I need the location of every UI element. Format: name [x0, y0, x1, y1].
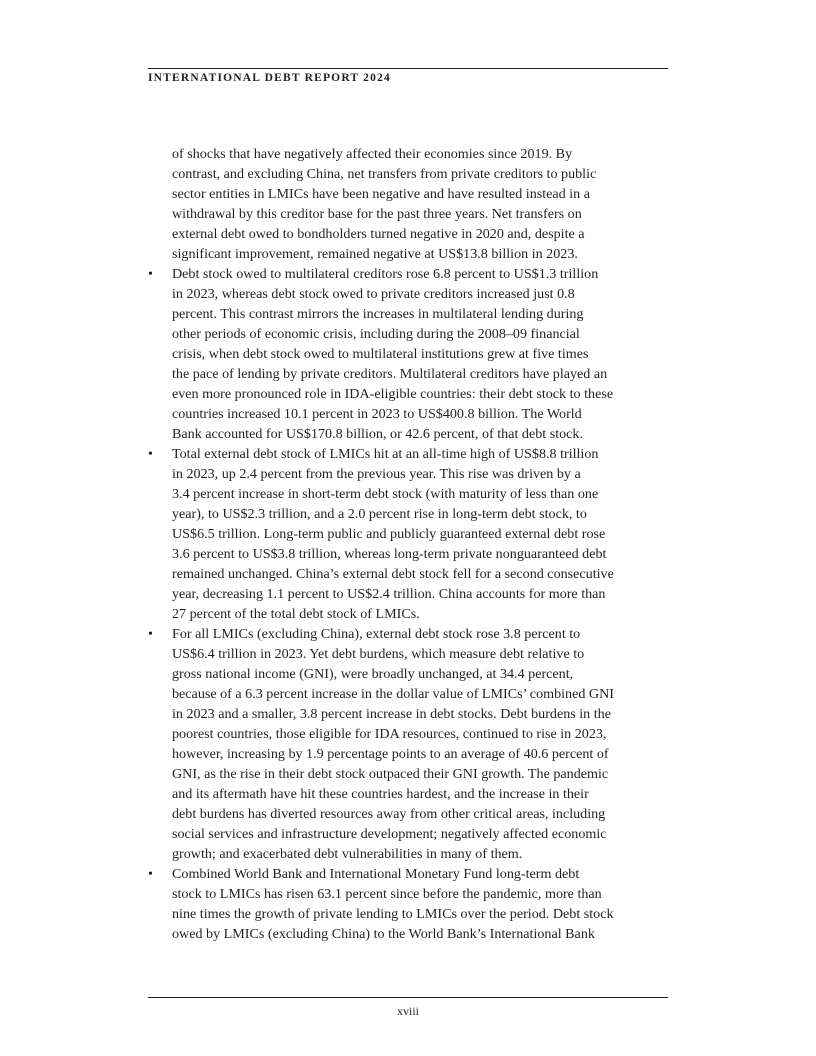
bullet-item-multilateral-creditors: [148, 264, 688, 444]
bullet-text: Debt stock owed to multilateral creditors rose 6.8 percent to US$1.3 trillion in 2023, whereas debt stock owed to private creditors increased just 0.8 percent. This contrast mirrors the increases in multilateral lending during other periods of economic crisis, including during the 2008–09 financial crisis, when debt stock owed to multilateral institutions grew at five times the pace of lending by private creditors. Multilateral creditors have played an even more pronounced role in IDA-eligible countries: their debt stock to these countries increased 10.1 percent in 2023 to US$400.8 billion. The World Bank accounted for US$170.8 billion, or 42.6 percent, of that debt stock.: [172, 266, 614, 442]
body-text: [148, 144, 688, 944]
page-number: xviii: [396, 1004, 419, 1018]
bullet-text: For all LMICs (excluding China), external debt stock rose 3.8 percent to US$6.4 trillion in 2023. Yet debt burdens, which measure debt relative to gross national income (GNI), were broadly unchanged, at 34.4 percent, because of a 6.3 percent increase in the dollar value of LMICs’ combined GNI in 2023 and a smaller, 3.8 percent increase in debt stocks. Debt burdens in the poorest countries, those eligible for IDA resources, continued to rise in 2023, however, increasing by 1.9 percentage points to an average of 40.6 percent of GNI, as the rise in their debt stock outpaced their GNI growth. The pandemic and its aftermath have hit these countries hardest, and the increase in their debt burdens has diverted resources away from other critical areas, including social services and infrastructure development; negatively affected economic growth; and exacerbated debt vulnerabilities in many of them.: [172, 626, 614, 862]
header-rule: [148, 68, 668, 69]
bullet-text: Total external debt stock of LMICs hit at an all-time high of US$8.8 trillion in 2023, up 2.4 percent from the previous year. This rise was driven by a 3.4 percent increase in short-term debt stock (with maturity of less than one year), to US$2.3 trillion, and a 2.0 percent rise in long-term debt stock, to US$6.5 trillion. Long-term public and publicly guaranteed external debt rose 3.6 percent to US$3.8 trillion, whereas long-term private nonguaranteed debt remained unchanged. China’s external debt stock fell for a second consecutive year, decreasing 1.1 percent to US$2.4 trillion. China accounts for more than 27 percent of the total debt stock of LMICs.: [172, 446, 614, 622]
continued-paragraph: of shocks that have negatively affected their economies since 2019. By contrast, and excluding China, net transfers from private creditors to public sector entities in LMICs have been negative and have resulted instead in a withdrawal by this creditor base for the past three years. Net transfers on external debt owed to bondholders turned negative in 2020 and, despite a significant improvement, remained negative at US$13.8 billion in 2023.: [172, 146, 597, 262]
running-head: INTERNATIONAL DEBT REPORT 2024: [148, 72, 391, 84]
bullet-text: Combined World Bank and International Monetary Fund long-term debt stock to LMICs has risen 63.1 percent since before the pandemic, more than nine times the growth of private lending to LMICs over the period. Debt stock owed by LMICs (excluding China) to the World Bank’s International Bank: [172, 866, 614, 942]
footer-rule: [148, 997, 668, 998]
bullet-item-lmics-excluding-china: [148, 624, 688, 864]
bullet-icon: •: [148, 626, 153, 642]
bullet-icon: •: [148, 866, 153, 882]
bullet-icon: •: [148, 266, 153, 282]
bullet-list: [148, 264, 688, 944]
bullet-icon: •: [148, 446, 153, 462]
bullet-item-world-bank-imf: [148, 864, 688, 944]
bullet-item-total-external-debt: [148, 444, 688, 624]
